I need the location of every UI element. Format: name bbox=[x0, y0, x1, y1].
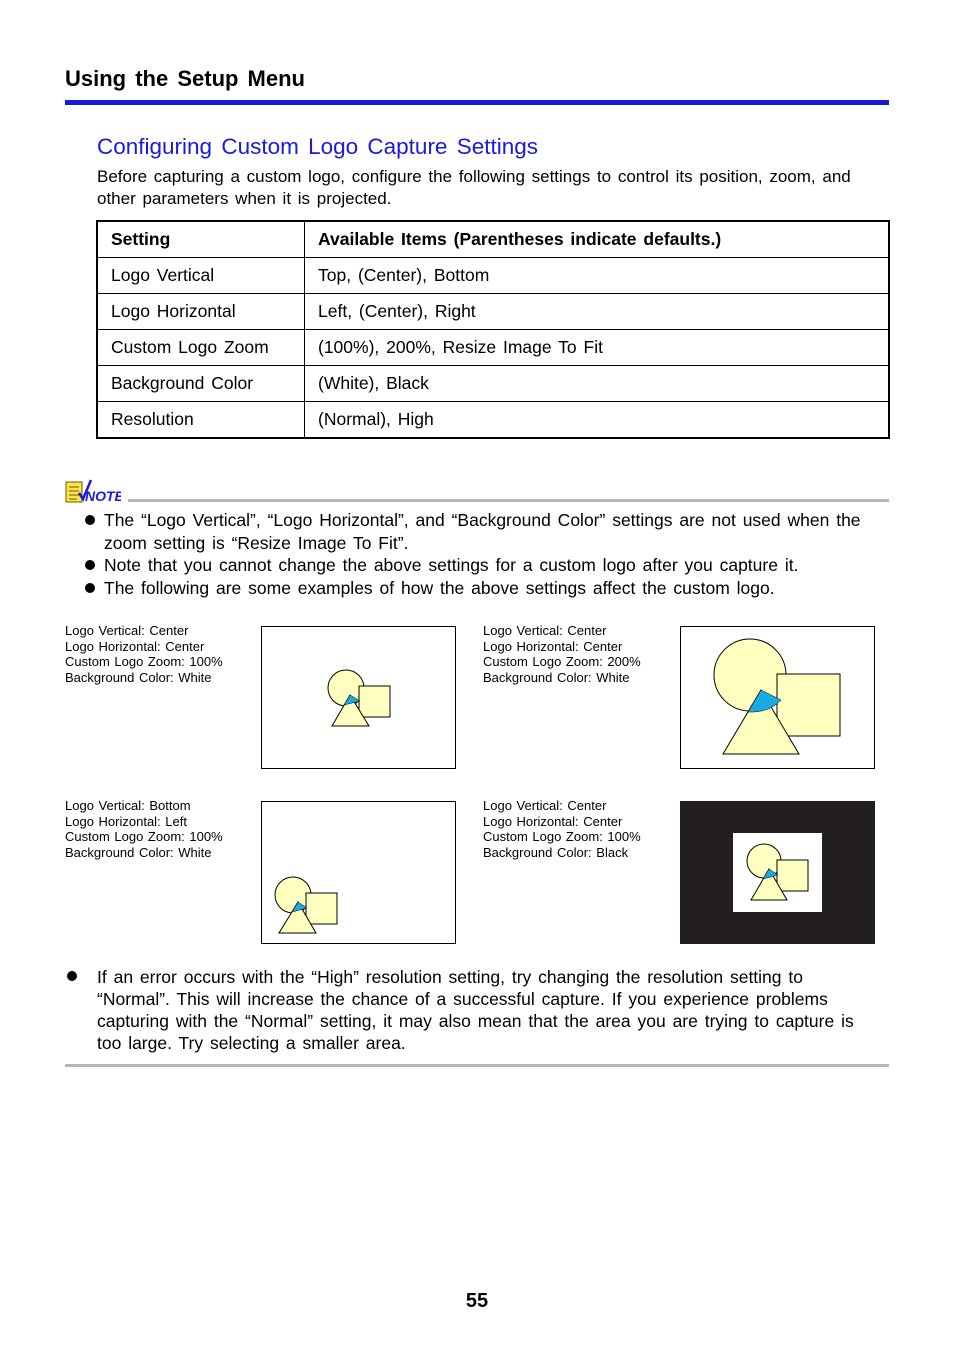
table-cell-setting: Background Color bbox=[97, 366, 305, 402]
example-line: Custom Logo Zoom: 100% bbox=[65, 829, 223, 844]
table-row bbox=[97, 402, 889, 439]
example-line: Background Color: White bbox=[65, 844, 212, 860]
table-cell-items: (100%), 200%, Resize Image To Fit bbox=[305, 330, 890, 366]
table-cell-setting: Logo Horizontal bbox=[97, 294, 305, 330]
table-row bbox=[97, 330, 889, 366]
example-line: Custom Logo Zoom: 100% bbox=[483, 829, 641, 844]
example-line: Logo Horizontal: Left bbox=[65, 813, 187, 829]
example-line: Custom Logo Zoom: 200% bbox=[483, 654, 641, 669]
example-line: Logo Vertical: Center bbox=[483, 798, 607, 813]
table-row bbox=[97, 366, 889, 402]
note-text: Note that you cannot change the above settings for a custom logo after you capture it. bbox=[104, 555, 799, 576]
table-row bbox=[97, 258, 889, 294]
settings-table bbox=[96, 220, 890, 439]
example-line: Logo Vertical: Center bbox=[483, 623, 607, 638]
list-item bbox=[84, 554, 874, 577]
table-cell-items: (Normal), High bbox=[305, 402, 890, 439]
note-icon bbox=[65, 479, 121, 505]
example-line: Logo Vertical: Bottom bbox=[65, 798, 191, 813]
example-preview-bottom-left-100-white bbox=[261, 801, 456, 944]
example-label bbox=[65, 623, 223, 685]
table-cell-setting: Logo Vertical bbox=[97, 258, 305, 294]
note-text: The following are some examples of how the above settings affect the custom logo. bbox=[104, 578, 775, 599]
table-row bbox=[97, 294, 889, 330]
example-label bbox=[483, 623, 641, 685]
bullet-icon bbox=[67, 971, 77, 981]
example-preview-center-200-white bbox=[680, 626, 875, 769]
note-list bbox=[84, 509, 874, 600]
page-number: 55 bbox=[465, 1290, 489, 1312]
table-cell-items: (White), Black bbox=[305, 366, 890, 402]
intro-paragraph: Before capturing a custom logo, configure the following settings to control its position, zoom, and other parameters when it is projected. bbox=[97, 167, 851, 208]
bullet-icon bbox=[85, 560, 95, 570]
note-label: NOTE bbox=[85, 488, 121, 504]
section-title: Using the Setup Menu bbox=[65, 66, 305, 91]
table-header-items: Available Items (Parentheses indicate defaults.) bbox=[305, 221, 890, 258]
example-line: Custom Logo Zoom: 100% bbox=[65, 654, 223, 669]
example-line: Logo Horizontal: Center bbox=[483, 813, 623, 829]
bullet-icon bbox=[85, 583, 95, 593]
example-line: Background Color: White bbox=[65, 669, 212, 685]
example-preview-center-100-white bbox=[261, 626, 456, 769]
list-item bbox=[84, 509, 874, 554]
example-line: Background Color: Black bbox=[483, 844, 629, 860]
note-text: The “Logo Vertical”, “Logo Horizontal”, and “Background Color” settings are not used when the zoom setting is “Resize Image To Fit”. bbox=[104, 510, 861, 553]
example-label bbox=[483, 798, 641, 860]
table-header-setting: Setting bbox=[97, 221, 305, 258]
note-rule bbox=[128, 499, 889, 502]
list-item bbox=[65, 966, 855, 1054]
example-preview-center-100-black bbox=[680, 801, 875, 944]
example-line: Logo Horizontal: Center bbox=[483, 638, 623, 654]
page-heading: Configuring Custom Logo Capture Settings bbox=[97, 134, 538, 159]
table-cell-items: Left, (Center), Right bbox=[305, 294, 890, 330]
example-label bbox=[65, 798, 223, 860]
example-line: Background Color: White bbox=[483, 669, 630, 685]
table-cell-setting: Resolution bbox=[97, 402, 305, 439]
bullet-icon bbox=[85, 515, 95, 525]
table-header-row bbox=[97, 221, 889, 258]
list-item bbox=[84, 577, 874, 600]
bottom-rule bbox=[65, 1064, 889, 1067]
table-cell-items: Top, (Center), Bottom bbox=[305, 258, 890, 294]
header-rule bbox=[65, 100, 889, 105]
example-line: Logo Vertical: Center bbox=[65, 623, 189, 638]
example-line: Logo Horizontal: Center bbox=[65, 638, 205, 654]
table-cell-setting: Custom Logo Zoom bbox=[97, 330, 305, 366]
bottom-note-text: If an error occurs with the “High” resolution setting, try changing the resolution setting to “Normal”. This will increase the chance of a successful capture. If you experience problems capturing with the “Normal” setting, it may also mean that the area you are trying to capture is too large. Try selecting a smaller area. bbox=[97, 967, 854, 1053]
